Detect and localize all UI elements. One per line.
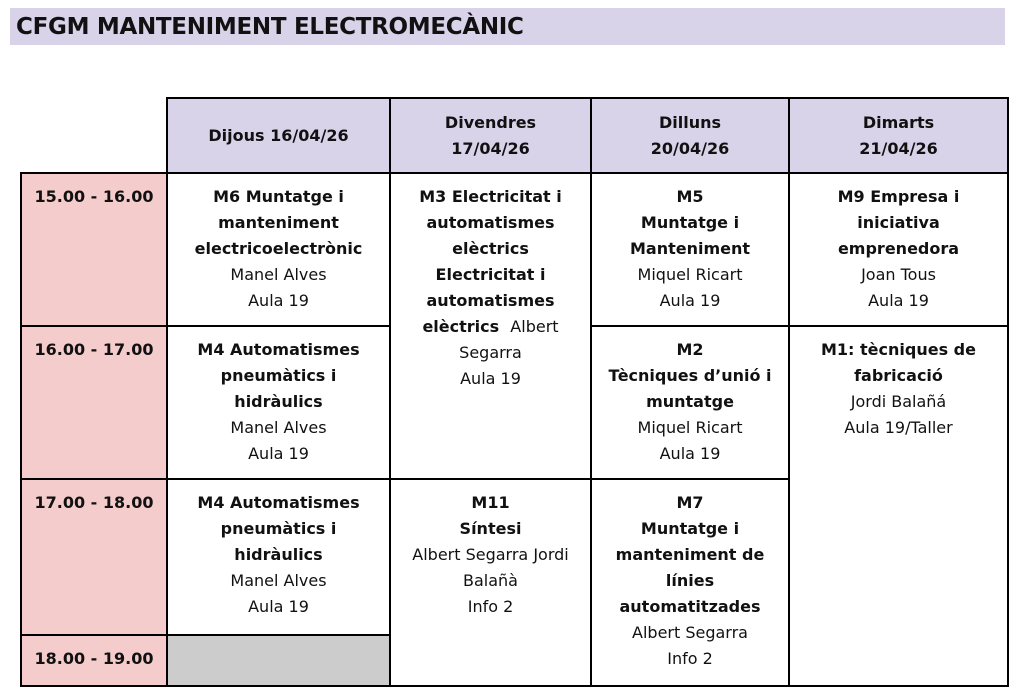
time-slot-2	[20, 325, 168, 480]
module-line: fabricació	[854, 366, 943, 385]
module-line: M11	[471, 493, 510, 512]
day-header-date: 20/04/26	[650, 138, 730, 158]
module-line: pneumàtics i	[220, 366, 337, 385]
room-name: Aula 19	[659, 291, 721, 310]
teacher-name: Joan Tous	[861, 265, 936, 284]
session-fri-2	[389, 478, 592, 687]
module-line: M4 Automatismes	[197, 493, 360, 512]
time-slot-label: 18.00 - 19.00	[34, 649, 154, 668]
module-line: manteniment de	[615, 545, 765, 564]
module-line: muntatge	[646, 392, 734, 411]
day-header-friday	[389, 97, 592, 174]
session-mon-2	[590, 325, 790, 480]
teacher-name: Segarra	[459, 343, 522, 362]
day-header-thursday	[166, 97, 391, 174]
teacher-name: Albert	[510, 317, 559, 336]
module-line: hidràulics	[234, 545, 323, 564]
module-line: Muntatge i	[640, 213, 740, 232]
session-mon-1	[590, 172, 790, 327]
room-name: Aula 19/Taller	[844, 418, 953, 437]
teacher-name: Manel Alves	[230, 265, 327, 284]
module-line: M9 Empresa i	[837, 187, 960, 206]
time-slot-4	[20, 634, 168, 687]
teacher-name: Manel Alves	[230, 418, 327, 437]
teacher-name: Albert Segarra	[632, 623, 748, 642]
module-line: automatitzades	[619, 597, 761, 616]
teacher-name: Jordi Balañá	[850, 392, 947, 411]
page-title: CFGM MANTENIMENT ELECTROMECÀNIC	[16, 14, 524, 40]
module-line: M1: tècniques de	[821, 340, 976, 359]
session-thu-3	[166, 478, 391, 636]
room-name: Aula 19	[248, 597, 309, 616]
module-line: pneumàtics i	[220, 519, 337, 538]
session-tue-1	[788, 172, 1009, 327]
day-header-label: Dimarts	[862, 112, 935, 132]
room-name: Aula 19	[659, 444, 721, 463]
day-header-label: Divendres	[444, 112, 537, 132]
day-header-label: Dijous 16/04/26	[208, 125, 349, 145]
module-line: Muntatge i	[640, 519, 740, 538]
time-slot-label: 16.00 - 17.00	[34, 340, 154, 359]
module-line: elèctrics	[452, 239, 529, 258]
teacher-name: Balañà	[463, 571, 518, 590]
module-line: Síntesi	[459, 519, 522, 538]
module-line: elèctrics	[422, 317, 500, 336]
module-line: automatismes	[426, 291, 555, 310]
day-header-label: Dilluns	[658, 112, 722, 132]
day-header-date: 21/04/26	[859, 138, 938, 158]
room-name: Aula 19	[248, 444, 309, 463]
room-name: Aula 19	[868, 291, 929, 310]
session-tue-2	[788, 325, 1009, 687]
empty-cell	[166, 634, 391, 687]
module-line: hidràulics	[234, 392, 323, 411]
day-header-monday	[590, 97, 790, 174]
module-line: M6 Muntatge i	[213, 187, 344, 206]
room-name: Aula 19	[248, 291, 309, 310]
title-bar	[10, 8, 1005, 45]
module-line: M4 Automatismes	[197, 340, 360, 359]
session-thu-2	[166, 325, 391, 480]
teacher-name: Manel Alves	[230, 571, 327, 590]
module-line: M3 Electricitat i	[419, 187, 562, 206]
time-slot-label: 17.00 - 18.00	[34, 493, 154, 512]
time-slot-3	[20, 478, 168, 636]
module-line: M5	[676, 187, 704, 206]
session-mon-3	[590, 478, 790, 687]
time-slot-label: 15.00 - 16.00	[34, 187, 154, 206]
session-thu-1	[166, 172, 391, 327]
module-line: emprenedora	[837, 239, 960, 258]
module-line: M2	[676, 340, 704, 359]
room-name: Info 2	[667, 649, 713, 668]
room-name: Aula 19	[460, 369, 521, 388]
module-line-with-teacher	[422, 314, 558, 340]
module-line: automatismes	[426, 213, 555, 232]
session-fri-1	[389, 172, 592, 480]
module-line: manteniment	[218, 213, 339, 232]
teacher-name: Albert Segarra Jordi	[412, 545, 569, 564]
module-line: Manteniment	[629, 239, 751, 258]
module-line: Tècniques d’unió i	[608, 366, 772, 385]
module-line: electricoelectrònic	[194, 239, 363, 258]
module-line: Electricitat i	[435, 265, 546, 284]
day-header-tuesday	[788, 97, 1009, 174]
module-line: M7	[676, 493, 704, 512]
module-line: iniciativa	[857, 213, 940, 232]
module-line: línies	[665, 571, 715, 590]
day-header-date: 17/04/26	[451, 138, 530, 158]
time-slot-1	[20, 172, 168, 327]
room-name: Info 2	[467, 597, 514, 616]
teacher-name: Miquel Ricart	[637, 265, 743, 284]
teacher-name: Miquel Ricart	[637, 418, 743, 437]
